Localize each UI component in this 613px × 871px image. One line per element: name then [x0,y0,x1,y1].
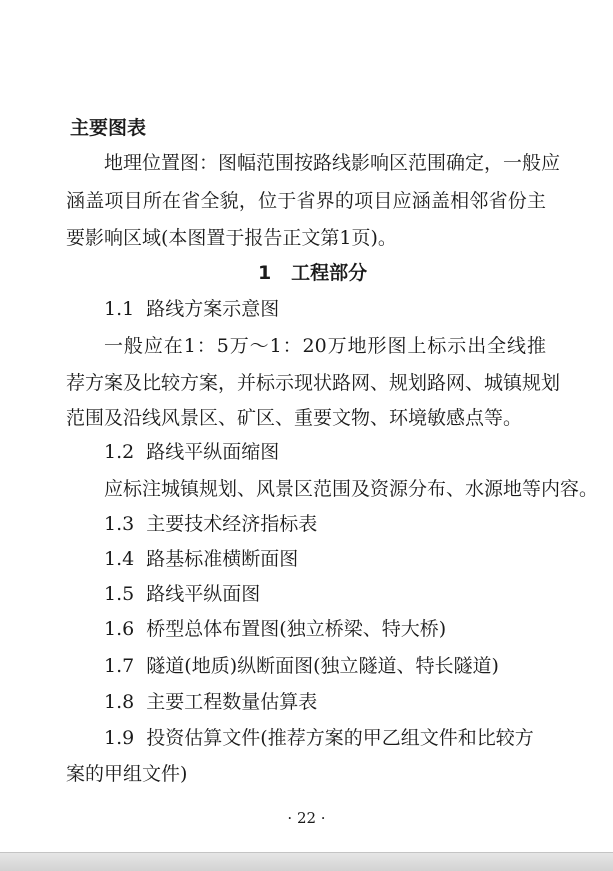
item-1-5-title: 1.5 路线平纵面图 [104,583,261,605]
chapter-heading: 1 工程部分 [258,262,368,284]
item-1-1-title: 1.1 路线方案示意图 [104,298,280,320]
item-1-8-title: 1.8 主要工程数量估算表 [104,691,318,713]
intro-line-1: 地理位置图：图幅范围按路线影响区范围确定，一般应 [104,152,561,174]
item-1-2-body: 应标注城镇规划、风景区范围及资源分布、水源地等内容。 [104,478,599,500]
item-1-2-title: 1.2 路线平纵面缩图 [104,441,280,463]
item-1-1-body-line-3: 范围及沿线风景区、矿区、重要文物、环境敏感点等。 [66,407,523,429]
item-1-3-title: 1.3 主要技术经济指标表 [104,513,318,535]
section-title: 主要图表 [70,117,147,139]
viewer-bottom-bar [0,852,613,871]
item-1-9-title: 1.9 投资估算文件(推荐方案的甲乙组文件和比较方 [104,727,534,749]
item-1-4-title: 1.4 路基标准横断面图 [104,548,299,570]
item-1-7-title: 1.7 隧道(地质)纵断面图(独立隧道、特长隧道) [104,655,499,677]
page-number: · 22 · [287,809,326,827]
intro-line-2: 涵盖项目所在省全貌，位于省界的项目应涵盖相邻省份主 [66,190,546,212]
item-1-1-body-line-2: 荐方案及比较方案，并标示现状路网、规划路网、城镇规划 [66,372,561,394]
item-1-1-body-line-1: 一般应在1：5万～1：20万地形图上标示出全线推 [104,335,546,357]
item-1-6-title: 1.6 桥型总体布置图(独立桥梁、特大桥) [104,618,447,640]
item-1-9-body: 案的甲组文件) [66,763,188,785]
intro-line-3: 要影响区域(本图置于报告正文第1页)。 [66,227,397,249]
